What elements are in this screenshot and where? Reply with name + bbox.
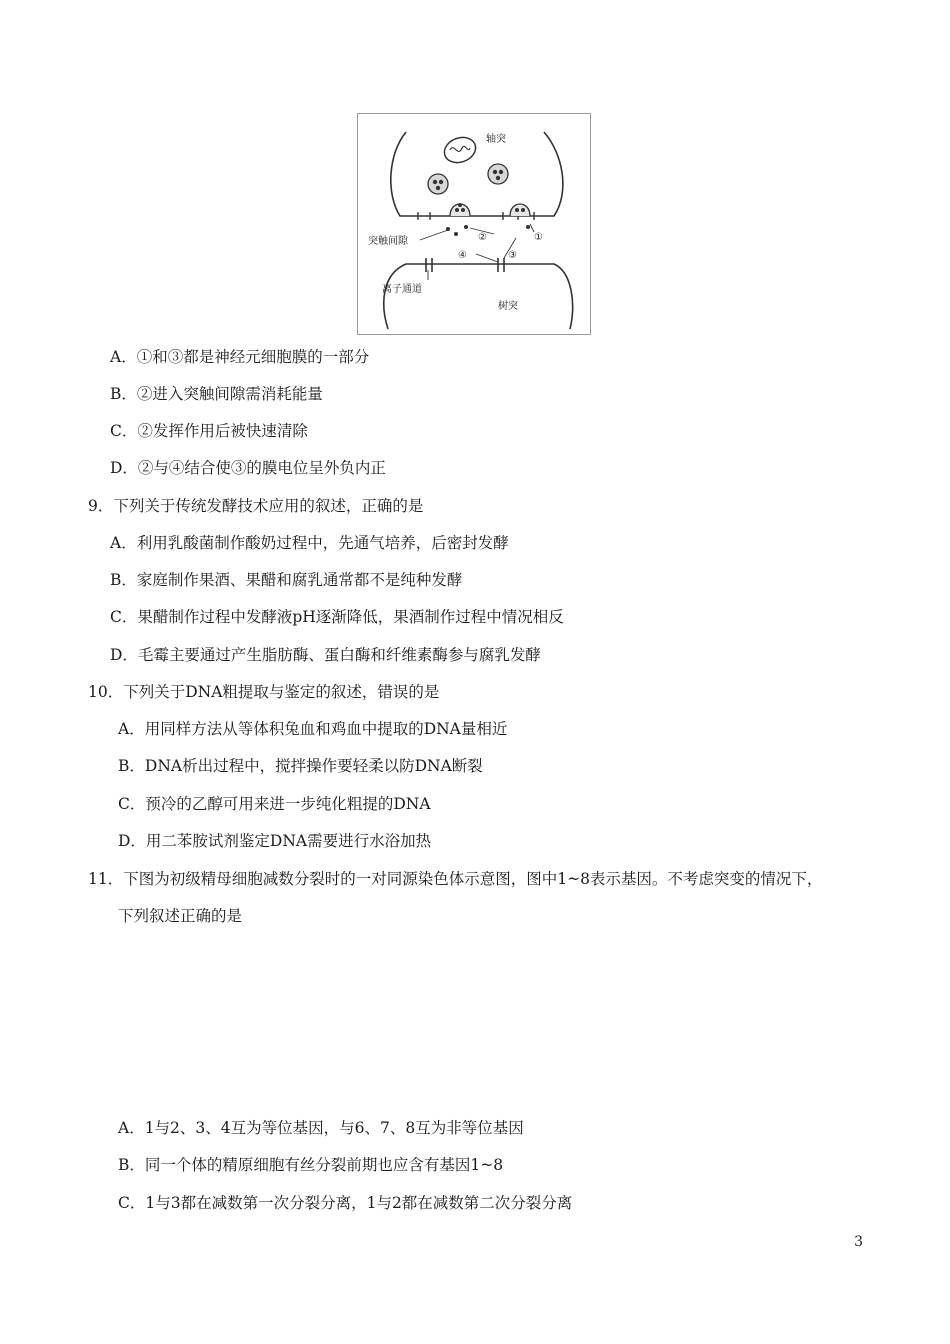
q8-option-b: B．②进入突触间隙需消耗能量 (110, 385, 323, 403)
synapse-figure (357, 113, 591, 335)
dendrite-label: 树突 (498, 301, 518, 312)
synaptic-cleft-label: 突触间隙 (368, 236, 408, 247)
q10-option-a: A．用同样方法从等体积兔血和鸡血中提取的DNA量相近 (118, 720, 508, 738)
marker-4: ④ (458, 250, 467, 261)
marker-1: ① (534, 232, 543, 243)
q9-option-a: A．利用乳酸菌制作酸奶过程中，先通气培养，后密封发酵 (110, 534, 509, 552)
marker-3: ③ (508, 250, 517, 261)
q11-option-b: B．同一个体的精原细胞有丝分裂前期也应含有基因1~8 (118, 1156, 504, 1174)
marker-2: ② (478, 232, 487, 243)
synapse-diagram (358, 114, 590, 334)
q8-option-c: C．②发挥作用后被快速清除 (110, 422, 308, 440)
page-number: 3 (854, 1234, 863, 1250)
q10-stem: 10．下列关于DNA粗提取与鉴定的叙述，错误的是 (88, 683, 440, 701)
q11-stem-line2: 下列叙述正确的是 (118, 907, 243, 925)
q10-option-b: B．DNA析出过程中，搅拌操作要轻柔以防DNA断裂 (118, 757, 483, 775)
q11-option-a: A．1与2、3、4互为等位基因，与6、7、8互为非等位基因 (118, 1119, 524, 1137)
q10-option-d: D．用二苯胺试剂鉴定DNA需要进行水浴加热 (118, 832, 432, 850)
q11-option-c: C．1与3都在减数第一次分裂分离，1与2都在减数第二次分裂分离 (118, 1194, 573, 1212)
q8-option-a: A．①和③都是神经元细胞膜的一部分 (110, 348, 370, 366)
q9-option-d: D．毛霉主要通过产生脂肪酶、蛋白酶和纤维素酶参与腐乳发酵 (110, 646, 541, 664)
q9-option-c: C．果醋制作过程中发酵液pH逐渐降低，果酒制作过程中情况相反 (110, 608, 564, 626)
q8-option-d: D．②与④结合使③的膜电位呈外负内正 (110, 459, 386, 477)
q9-option-b: B．家庭制作果酒、果醋和腐乳通常都不是纯种发酵 (110, 571, 463, 589)
q11-stem-line1: 11．下图为初级精母细胞减数分裂时的一对同源染色体示意图，图中1~8表示基因。不考虑突变的情况下， (88, 870, 823, 888)
q10-option-c: C．预冷的乙醇可用来进一步纯化粗提的DNA (118, 795, 431, 813)
axon-label: 轴突 (486, 134, 506, 145)
ion-channel-label: 离子通道 (382, 284, 422, 295)
q9-stem: 9．下列关于传统发酵技术应用的叙述，正确的是 (88, 497, 424, 515)
